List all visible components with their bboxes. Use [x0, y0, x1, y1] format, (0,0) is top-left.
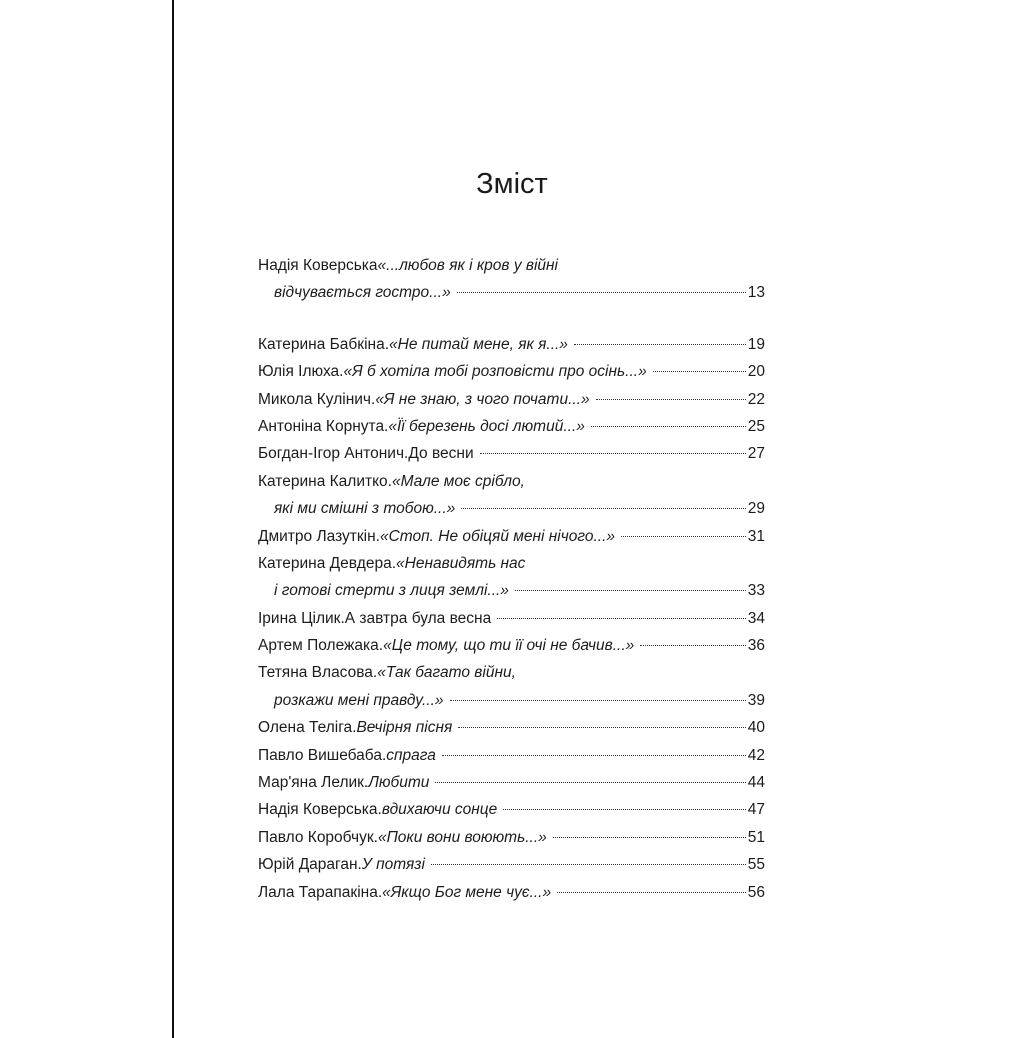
toc-page-number: 27 [747, 445, 765, 463]
toc-page-number: 40 [747, 719, 765, 737]
toc-work-title: А завтра була весна [344, 609, 492, 627]
toc-page-number: 47 [747, 801, 765, 819]
toc-entry [258, 879, 765, 906]
toc-page-number: 44 [747, 774, 765, 792]
dot-leader [621, 536, 746, 537]
toc-entry [258, 468, 765, 495]
toc-author: Лала Тарапакіна. [258, 883, 383, 901]
dot-leader [653, 371, 746, 372]
dot-leader [458, 727, 745, 728]
toc-author: Олена Теліга. [258, 719, 357, 737]
dot-leader [461, 508, 745, 509]
toc-entry [258, 550, 765, 577]
dot-leader [431, 864, 746, 865]
toc-work-title: «Мале моє срібло, [391, 472, 525, 490]
dot-leader [503, 809, 745, 810]
toc-author: Богдан-Ігор Антонич. [258, 445, 409, 463]
toc-entry [258, 413, 765, 440]
dot-leader [457, 292, 746, 293]
dot-leader [640, 645, 746, 646]
toc-page-number: 29 [747, 500, 765, 518]
toc-work-title: Любити [368, 774, 430, 792]
toc-work-title: «Стоп. Не обіцяй мені нічого...» [379, 527, 616, 545]
toc-page-number: 42 [747, 746, 765, 764]
toc-author: Катерина Бабкіна. [258, 335, 390, 353]
toc-work-title: «Якщо Бог мене чує...» [382, 883, 552, 901]
toc-entry [258, 632, 765, 659]
toc-entry [258, 824, 765, 851]
toc-page-number: 55 [747, 856, 765, 874]
toc-author: Катерина Калитко. [258, 472, 392, 490]
toc-work-title: «Так багато війни, [377, 664, 516, 682]
dot-leader [497, 618, 746, 619]
toc-entry [258, 605, 765, 632]
toc-entry [258, 331, 765, 358]
toc-page-number: 25 [747, 417, 765, 435]
toc-entry [258, 851, 765, 878]
toc-page-number: 13 [747, 284, 765, 302]
toc-author: Антоніна Корнута. [258, 417, 389, 435]
toc-work-title: У потязі [361, 856, 425, 874]
page-title: Зміст [476, 168, 548, 200]
dot-leader [574, 344, 746, 345]
toc-author: Артем Полежака. [258, 637, 384, 655]
toc-author: Павло Вишебаба. [258, 746, 387, 764]
toc-work-title: «Її березень досі лютий...» [388, 417, 585, 435]
toc-page-number: 34 [747, 609, 765, 627]
toc-work-title: спрага [386, 746, 436, 764]
toc-page-number: 33 [747, 582, 765, 600]
toc-author: Надія Коверська [258, 257, 378, 274]
dot-leader [480, 453, 746, 454]
toc-author: Микола Кулінич. [258, 390, 376, 408]
toc-work-title: «Я б хотіла тобі розповісти про осінь...» [343, 363, 647, 381]
toc-page-number: 22 [747, 390, 765, 408]
toc-author: Павло Коробчук. [258, 828, 378, 846]
table-of-contents [258, 252, 765, 906]
toc-author: Юрій Дараган. [258, 856, 362, 874]
toc-work-title: «Це тому, що ти її очі не бачив...» [383, 637, 635, 655]
toc-work-title-continued: і готові стерти з лиця землі...» [274, 582, 509, 600]
toc-work-title: вдихаючи сонце [381, 801, 498, 819]
toc-author: Надія Коверська. [258, 801, 382, 819]
dot-leader [553, 837, 746, 838]
dot-leader [557, 892, 746, 893]
toc-entry [258, 659, 765, 686]
toc-work-title: «...любов як і кров у війні [377, 257, 558, 274]
toc-page-number: 19 [747, 335, 765, 353]
toc-author: Мар'яна Лелик. [258, 774, 369, 792]
toc-author: Дмитро Лазуткін. [258, 527, 380, 545]
dot-leader [435, 782, 745, 783]
toc-entry [258, 386, 765, 413]
toc-entry [258, 742, 765, 769]
toc-page-number: 51 [747, 828, 765, 846]
toc-work-title: «Не питай мене, як я...» [389, 335, 568, 353]
dot-leader [442, 755, 746, 756]
toc-work-title: «Поки вони воюють...» [377, 828, 547, 846]
toc-entry-continuation [258, 687, 765, 714]
dot-leader [591, 426, 746, 427]
dot-leader [450, 700, 746, 701]
toc-page-number: 36 [747, 637, 765, 655]
toc-author: Ірина Цілик. [258, 609, 345, 627]
toc-entry-continuation [258, 577, 765, 604]
toc-work-title: «Ненавидять нас [396, 554, 526, 572]
toc-entry [258, 796, 765, 823]
toc-work-title: «Я не знаю, з чого почати...» [375, 390, 590, 408]
toc-page-number: 20 [747, 363, 765, 381]
toc-entry [258, 358, 765, 385]
toc-entry [258, 714, 765, 741]
toc-work-title-continued: відчувається гостро...» [274, 284, 451, 302]
toc-work-title: Вечірня пісня [356, 719, 453, 737]
toc-page-number: 56 [747, 883, 765, 901]
toc-author: Тетяна Власова. [258, 664, 378, 682]
toc-page-number: 31 [747, 527, 765, 545]
toc-author: Катерина Девдера. [258, 554, 397, 572]
toc-entry [258, 440, 765, 467]
toc-entry [258, 523, 765, 550]
toc-entry-continuation [258, 495, 765, 522]
toc-entry [258, 769, 765, 796]
dot-leader [596, 399, 746, 400]
toc-page-number: 39 [747, 691, 765, 709]
toc-work-title: До весни [408, 445, 474, 463]
toc-work-title-continued: розкажи мені правду...» [274, 691, 444, 709]
toc-entry-continuation [258, 279, 765, 306]
dot-leader [515, 590, 746, 591]
toc-author: Юлія Ілюха. [258, 363, 344, 381]
toc-entry [258, 252, 765, 279]
toc-work-title-continued: які ми смішні з тобою...» [274, 500, 456, 518]
